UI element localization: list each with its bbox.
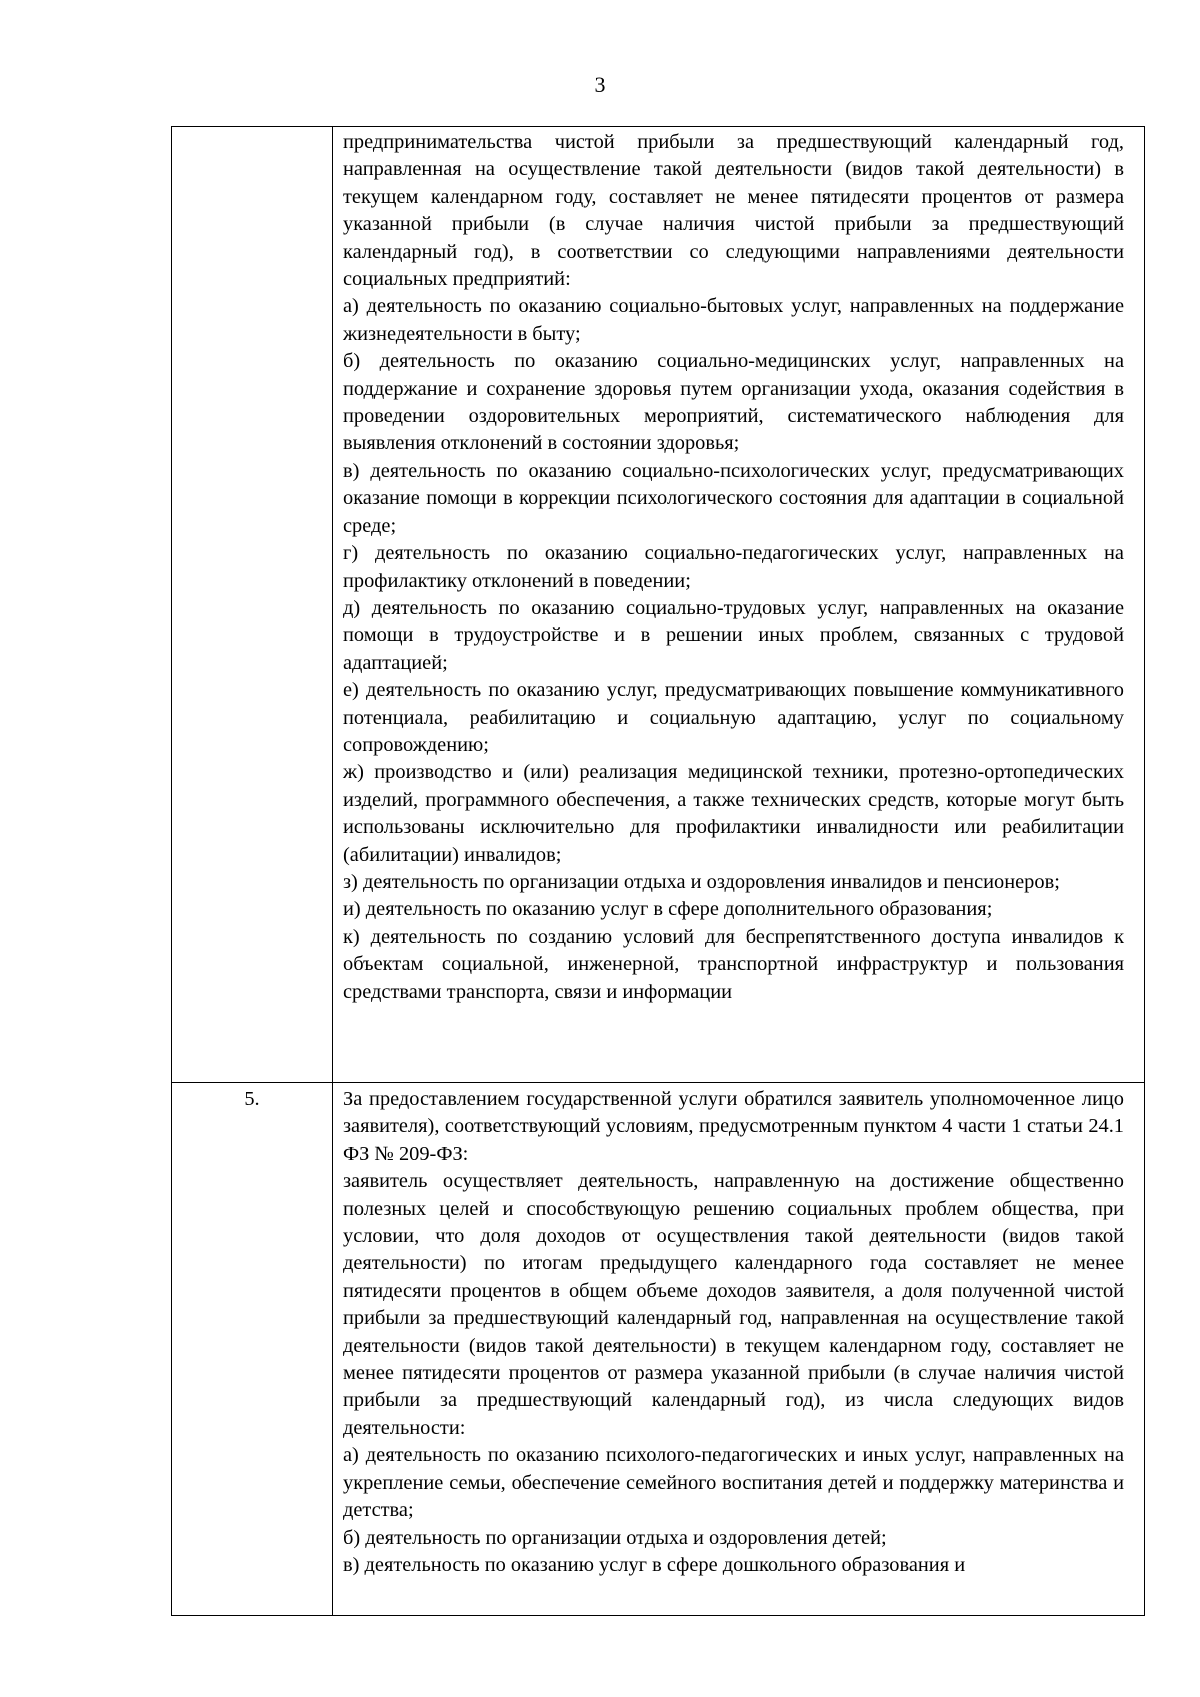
column-divider bbox=[332, 127, 333, 1615]
row-divider bbox=[172, 1082, 1144, 1083]
list-item-v: в) деятельность по оказанию услуг в сфере дошкольного образования и bbox=[343, 1553, 966, 1576]
paragraph: заявитель осуществляет деятельность, направленную на достижение общественно полезных целей и способствующую решению социальных проблем общества, при условии, что доля доходов от осуществления такой деятельности (видов такой деятельности) по итогам предыдущего календарного года составляет не менее пятидесяти процентов в общем объеме доходов заявителя, а доля полученной чистой прибыли за предшествующий календарный год, направленная на осуществление такой деятельности (видов такой деятельности) в текущем календарном году, составляет не менее пятидесяти процентов от размера указанной прибыли (в случае наличия чистой прибыли за предшествующий календарный год), из числа следующих видов деятельности: bbox=[343, 1170, 1124, 1439]
list-item-g: г) деятельность по оказанию социально-педагогических услуг, направленных на профилактику отклонений в поведении; bbox=[343, 542, 1124, 592]
list-item-zh: ж) производство и (или) реализация медицинской техники, протезно-ортопедических изделий, программного обеспечения, а также технических средств, которые могут быть использованы исключительно для профилактики инвалидности или реабилитации (абилитации) инвалидов; bbox=[343, 761, 1124, 866]
list-item-i: и) деятельность по оказанию услуг в сфере дополнительного образования; bbox=[343, 898, 993, 921]
list-item-v: в) деятельность по оказанию социально-психологических услуг, предусматривающих оказание помощи в коррекции психологического состояния для адаптации в социальной среде; bbox=[343, 459, 1124, 537]
row-2-text-cell bbox=[343, 1086, 1124, 1579]
list-item-a: а) деятельность по оказанию социально-бытовых услуг, направленных на поддержание жизнедеятельности в быту; bbox=[343, 295, 1124, 345]
page-number: 3 bbox=[594, 72, 606, 97]
requirements-table bbox=[171, 126, 1145, 1616]
list-item-z: з) деятельность по организации отдыха и оздоровления инвалидов и пенсионеров; bbox=[343, 870, 1060, 893]
list-item-e: е) деятельность по оказанию услуг, предусматривающих повышение коммуникативного потенциала, реабилитацию и социальную адаптацию, услуг по социальному сопровождению; bbox=[343, 679, 1124, 756]
list-item-k: к) деятельность по созданию условий для беспрепятственного доступа инвалидов к объектам социальной, инженерной, транспортной инфраструктур и пользования средствами транспорта, связи и информации bbox=[343, 925, 1124, 1003]
list-item-d: д) деятельность по оказанию социально-трудовых услуг, направленных на оказание помощи в трудоустройстве и в решении иных проблем, связанных с трудовой адаптацией; bbox=[343, 596, 1124, 674]
row-1-text-cell bbox=[343, 129, 1124, 1006]
list-item-a: а) деятельность по оказанию психолого-педагогических и иных услуг, направленных на укрепление семьи, обеспечение семейного воспитания детей и поддержку материнства и детства; bbox=[343, 1444, 1124, 1522]
row-2-number: 5. bbox=[244, 1088, 260, 1110]
list-item-b: б) деятельность по оказанию социально-медицинских услуг, направленных на поддержание и сохранение здоровья путем организации ухода, оказания содействия в проведении оздоровительных мероприятий, систематического наблюдения для выявления отклонений в состоянии здоровья; bbox=[343, 350, 1124, 455]
paragraph: За предоставлением государственной услуги обратился заявитель уполномоченное лицо заявителя), соответствующий условиям, предусмотренным пунктом 4 части 1 статьи 24.1 ФЗ № 209-ФЗ: bbox=[343, 1088, 1124, 1165]
paragraph: предпринимательства чистой прибыли за предшествующий календарный год, направленная на осуществление такой деятельности (видов такой деятельности) в текущем календарном году, составляет не менее пятидесяти процентов от размера указанной прибыли (в случае наличия чистой прибыли за предшествующий календарный год), в соответствии со следующими направлениями деятельности социальных предприятий: bbox=[343, 131, 1124, 291]
list-item-b: б) деятельность по организации отдыха и оздоровления детей; bbox=[343, 1526, 887, 1549]
